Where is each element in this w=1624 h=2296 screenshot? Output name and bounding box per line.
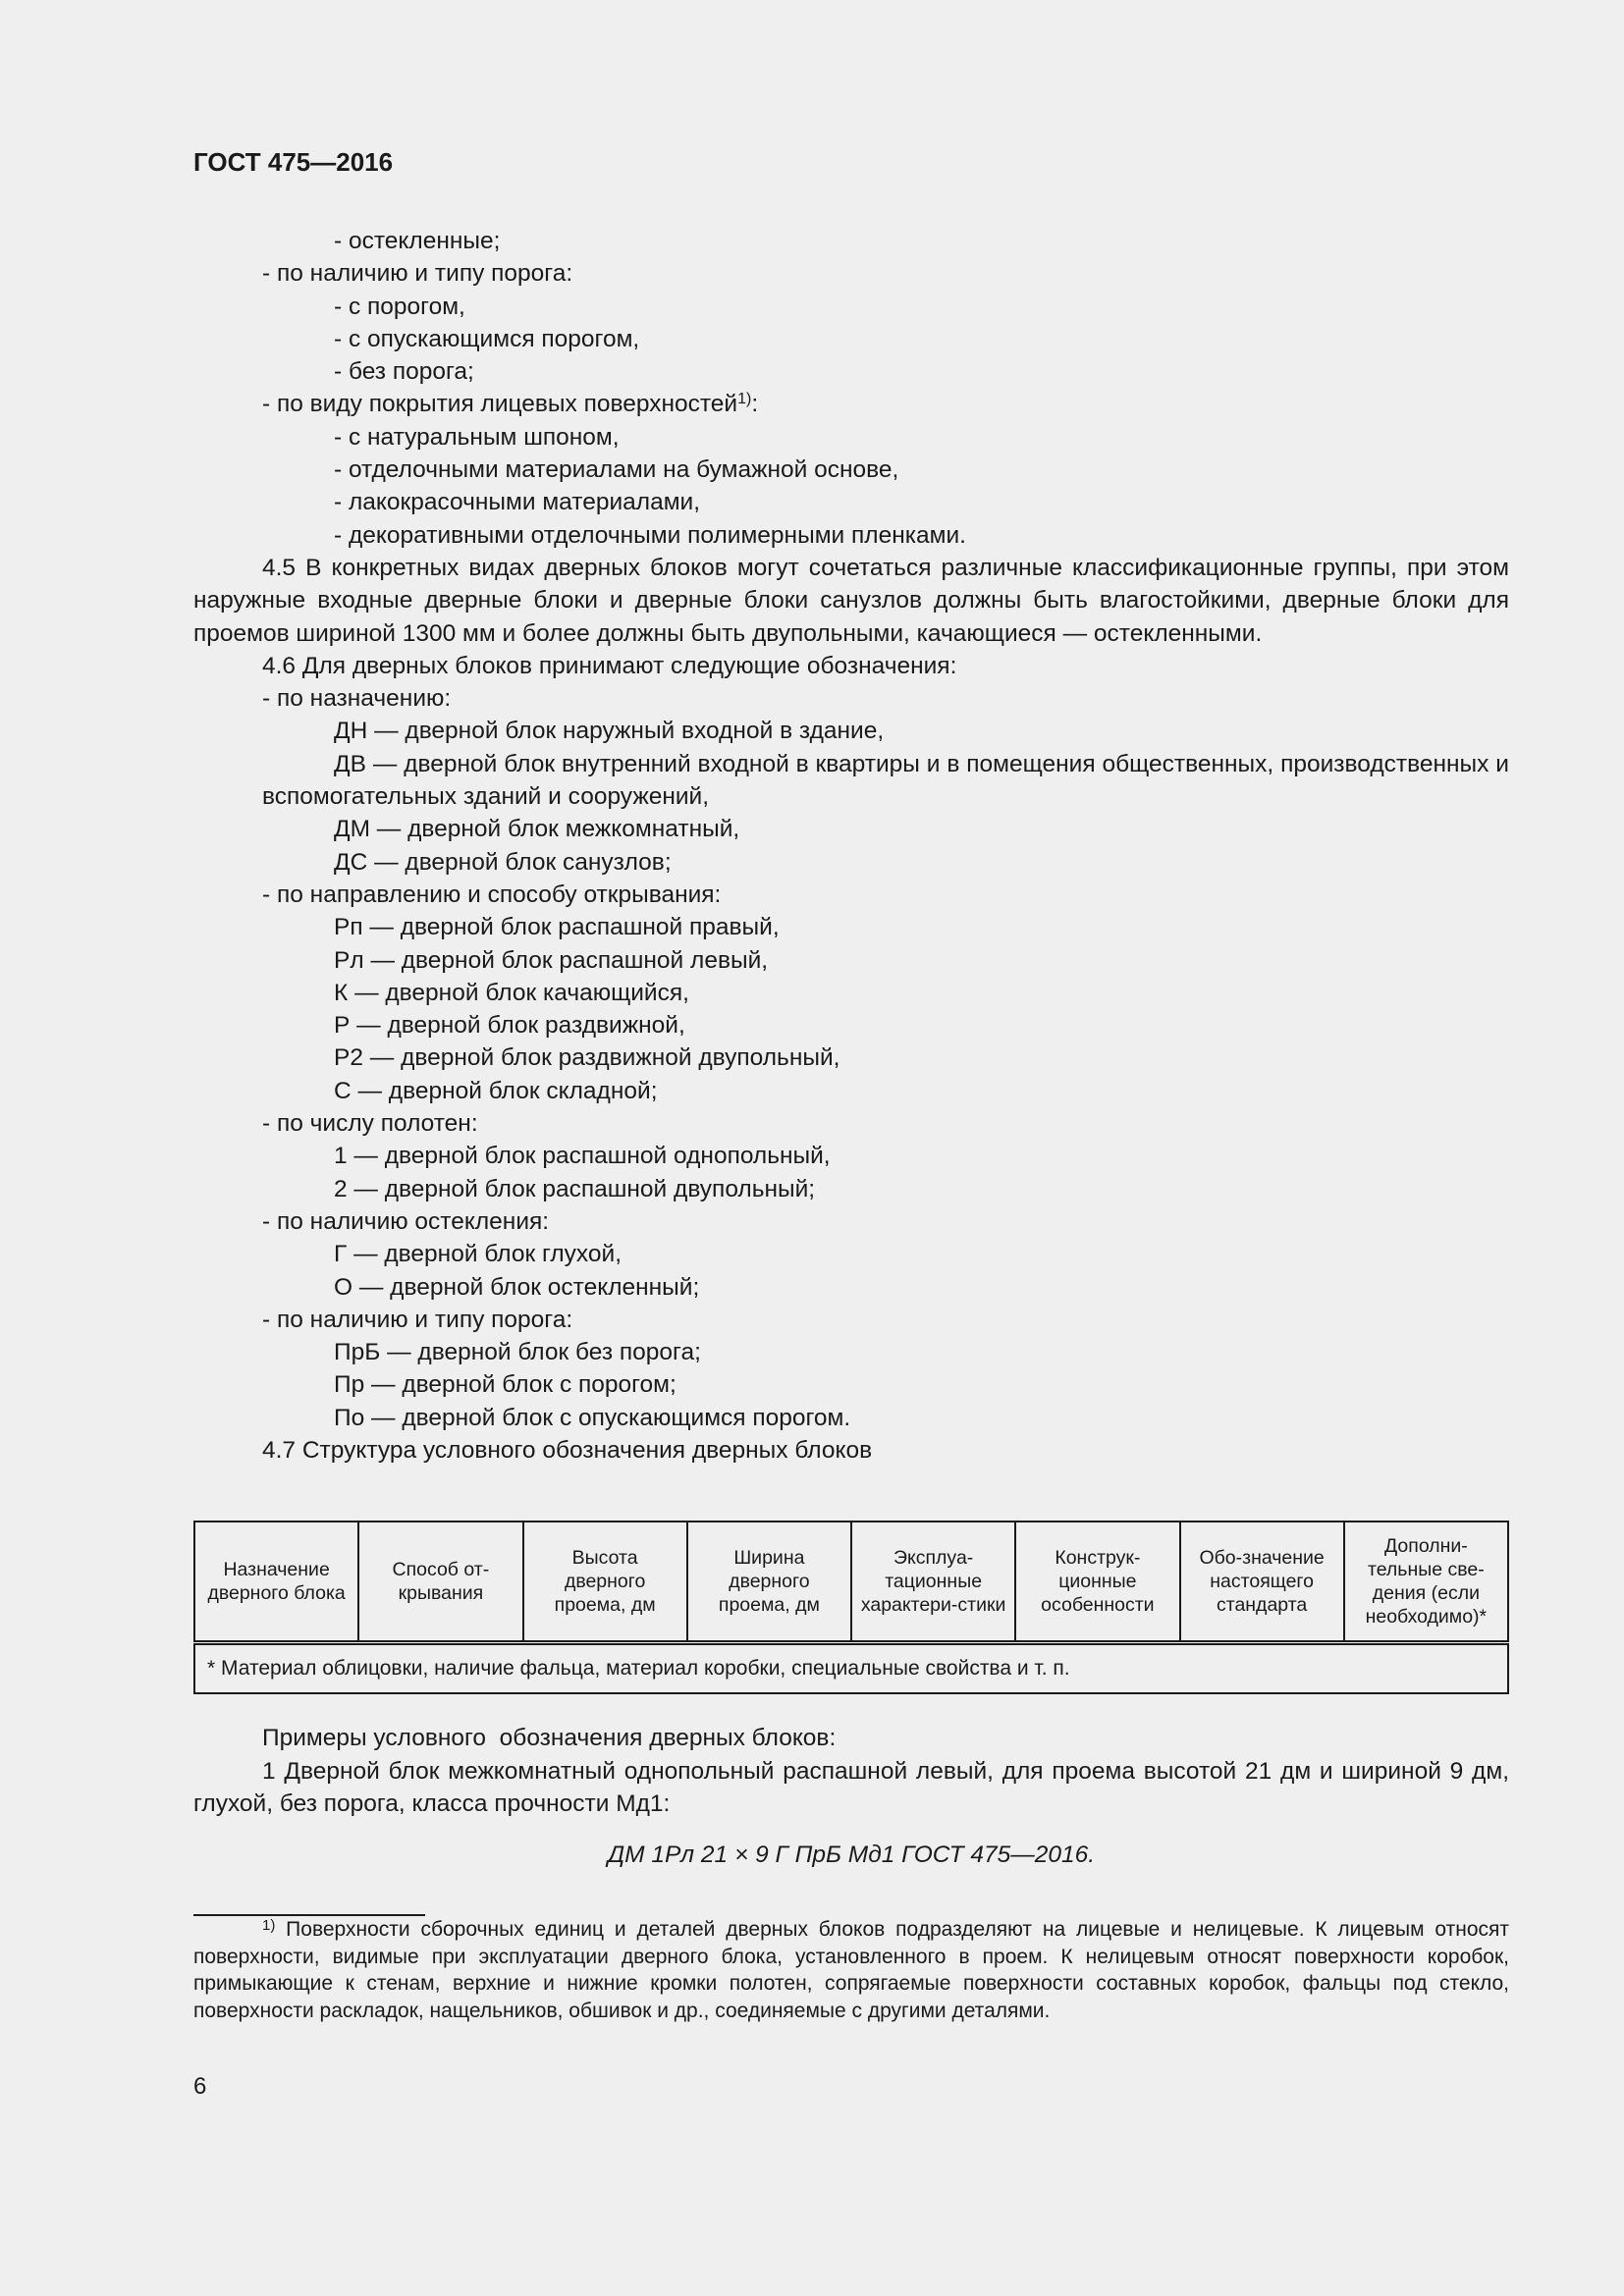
list-item: Пр — дверной блок с порогом;	[334, 1371, 677, 1399]
table-cell: Конструк-ционные особенности	[1015, 1522, 1179, 1643]
list-item: По — дверной блок с опускающимся порогом.	[334, 1404, 851, 1431]
list-heading-text: - по виду покрытия лицевых поверхностей	[262, 391, 738, 418]
examples-section	[193, 1722, 1509, 1871]
list-item: Рл — дверной блок распашной левый,	[334, 946, 769, 974]
list-item: Р — дверной блок раздвижной,	[334, 1012, 685, 1040]
table-cell: Назначение дверного блока	[194, 1522, 358, 1643]
document-header: ГОСТ 475—2016	[193, 147, 394, 177]
list-heading: - по назначению:	[262, 685, 452, 713]
table-cell: Высота дверного проема, дм	[523, 1522, 687, 1643]
list-item: - декоративными отделочными полимерными пленками.	[334, 521, 966, 549]
designation-structure-table	[193, 1521, 1509, 1694]
table-cell: Дополни-тельные све-дения (если необходимо)*	[1344, 1522, 1508, 1643]
table-cell: Ширина дверного проема, дм	[687, 1522, 851, 1643]
table-cell: Способ от-крывания	[358, 1522, 522, 1643]
list-item: ДМ — дверной блок межкомнатный,	[334, 816, 740, 843]
list-item: - с опускающимся порогом,	[334, 325, 640, 352]
list-heading: - по числу полотен:	[262, 1110, 478, 1138]
list-heading: - по наличию и типу порога:	[262, 1306, 573, 1333]
list-item: Г — дверной блок глухой,	[334, 1241, 623, 1268]
list-item: ПрБ — дверной блок без порога;	[334, 1339, 701, 1366]
table-cell: Обо-значение настоящего стандарта	[1180, 1522, 1344, 1643]
list-item: - с натуральным шпоном,	[334, 423, 620, 451]
list-heading: - по направлению и способу открывания:	[262, 881, 722, 908]
list-item: 2 — дверной блок распашной двупольный;	[334, 1175, 816, 1202]
footnote-ref: 1)	[737, 391, 752, 408]
list-heading-colon: :	[751, 391, 759, 418]
footnote-text: Поверхности сборочных единиц и деталей дверных блоков подразделяют на лицевые и нелицевые. К лицевым относят поверхности, видимые при эксплуатации дверного блока, установленного в проем. К нелицевым относят поверхности коробок, примыкающие к стенам, верхние и нижние кромки полотен, сопрягаемые поверхности составных коробок, фальцы под стекло, поверхности раскладок, нащельников, обшивок и др., соединяемые с другими деталями.	[193, 1918, 1509, 2022]
table-note: * Материал облицовки, наличие фальца, материал коробки, специальные свойства и т. п.	[194, 1643, 1508, 1694]
list-item: - без порога;	[334, 358, 474, 386]
list-item: 1 — дверной блок распашной однопольный,	[334, 1143, 831, 1170]
table-note-row	[194, 1643, 1508, 1694]
list-heading: - по наличию и типу порога:	[262, 260, 573, 288]
example-formula: ДМ 1Рл 21 × 9 Г ПрБ Мд1 ГОСТ 475—2016.	[607, 1841, 1096, 1868]
list-item: ДС — дверной блок санузлов;	[334, 848, 672, 876]
list-item: ДВ — дверной блок внутренний входной в квартиры и в помещения общественных, производственных и вспомогательных зданий и сооружений,	[262, 750, 1509, 811]
list-item: К — дверной блок качающийся,	[334, 979, 689, 1006]
table-cell: Эксплуа-тационные характери-стики	[851, 1522, 1015, 1643]
example-1: 1 Дверной блок межкомнатный однопольный распашной левый, для проема высотой 21 дм и шириной 9 дм, глухой, без порога, класса прочности Мд1:	[193, 1757, 1509, 1817]
main-text	[193, 225, 1509, 1467]
page-number: 6	[193, 2073, 207, 2100]
list-item: - отделочными материалами на бумажной основе,	[334, 456, 899, 484]
paragraph-4-5: 4.5 В конкретных видах дверных блоков могут сочетаться различные классификационные группы, при этом наружные входные дверные блоки и дверные блоки санузлов должны быть влагостойкими, дверные блоки для проемов шириной 1300 мм и более должны быть двупольными, качающиеся — остекленными.	[193, 554, 1509, 647]
paragraph-4-7: 4.7 Структура условного обозначения дверных блоков	[262, 1436, 873, 1464]
table-row	[194, 1522, 1508, 1643]
list-item: С — дверной блок складной;	[334, 1077, 658, 1104]
footnote	[193, 1916, 1509, 2024]
list-item: - с порогом,	[334, 293, 465, 320]
list-item: Рп — дверной блок распашной правый,	[334, 914, 780, 941]
paragraph-4-6: 4.6 Для дверных блоков принимают следующие обозначения:	[262, 652, 957, 679]
list-item: - остекленные;	[334, 228, 501, 254]
footnote-mark: 1)	[262, 1917, 276, 1934]
list-heading	[193, 388, 1509, 420]
examples-intro: Примеры условного обозначения дверных блоков:	[262, 1725, 837, 1751]
list-item: О — дверной блок остекленный;	[334, 1273, 700, 1301]
list-heading: - по наличию остекления:	[262, 1207, 550, 1235]
list-item: - лакокрасочными материалами,	[334, 489, 701, 516]
list-item: Р2 — дверной блок раздвижной двупольный,	[334, 1044, 840, 1072]
list-item: ДН — дверной блок наружный входной в здание,	[334, 718, 885, 745]
